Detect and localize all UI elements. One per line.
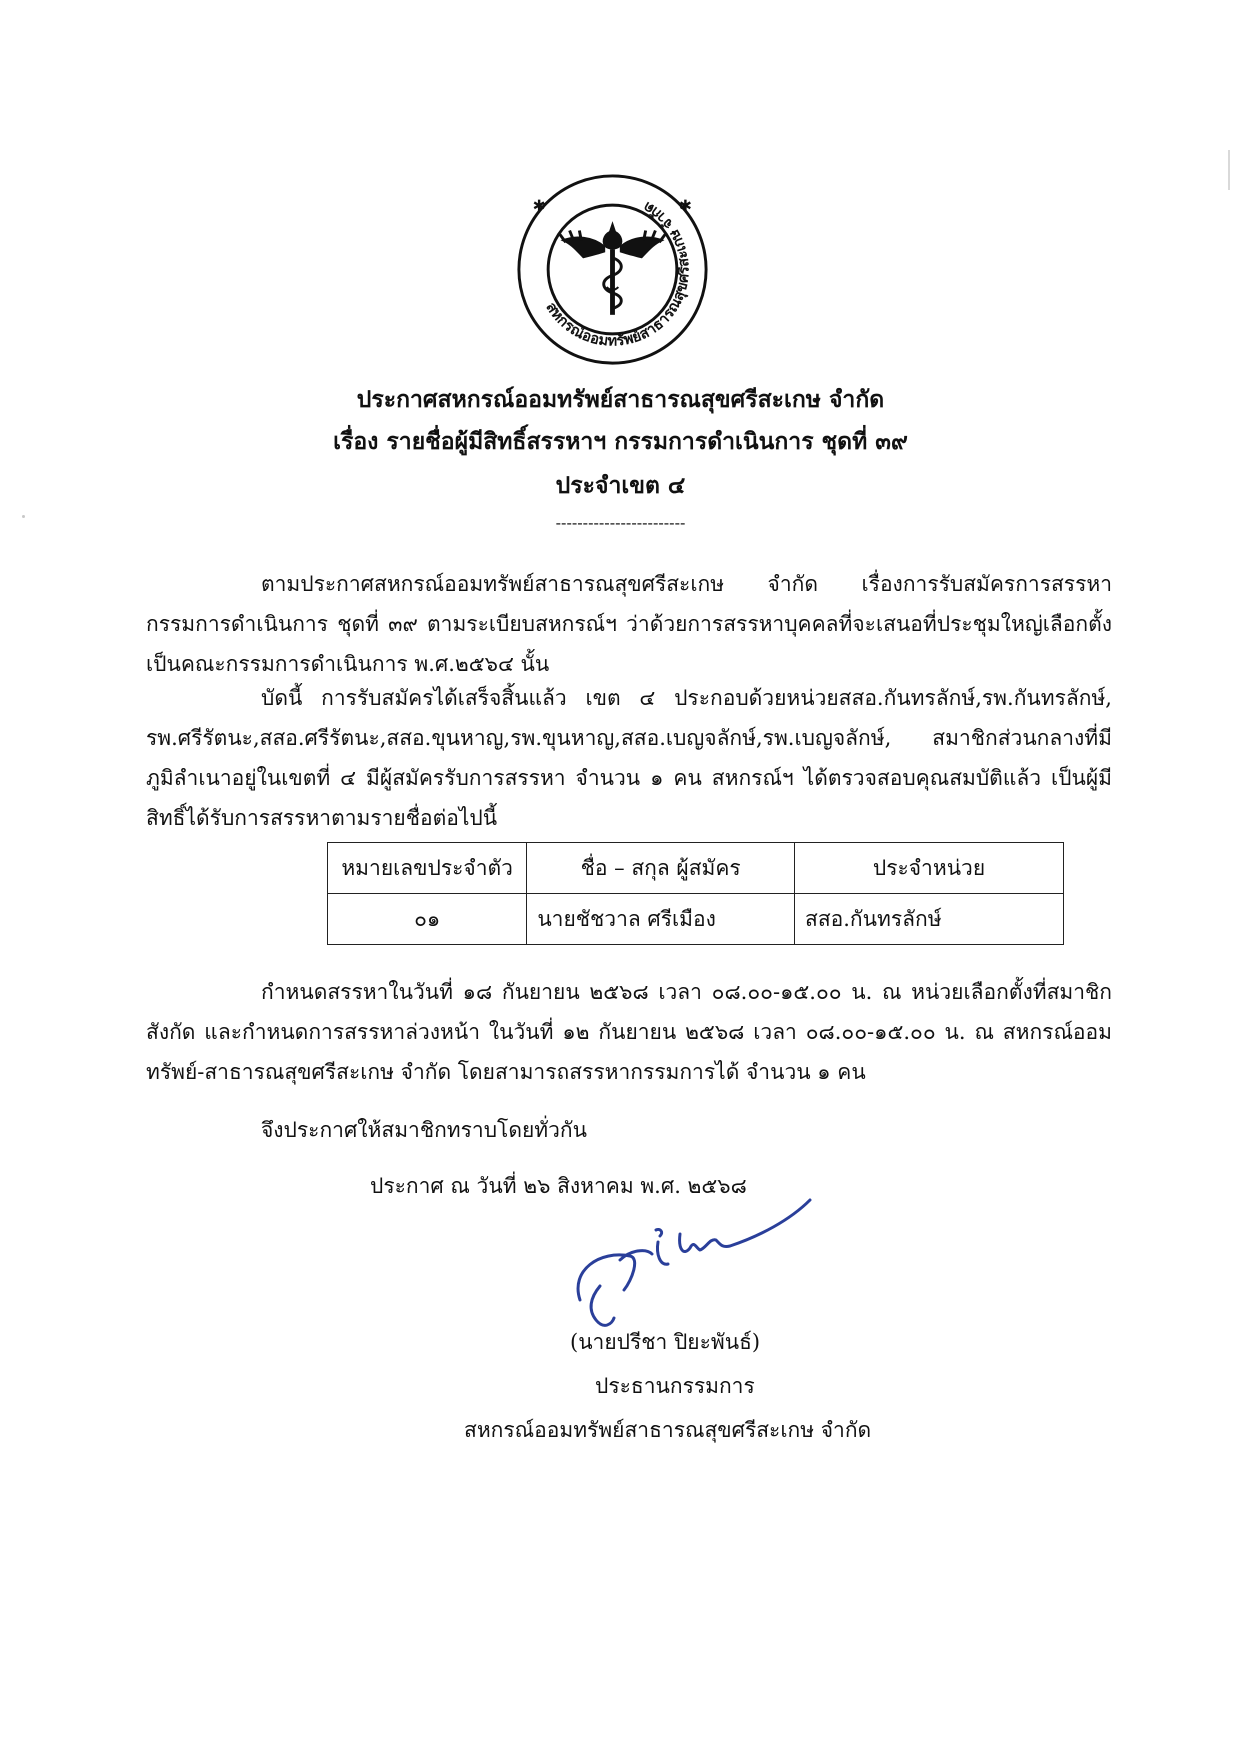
candidate-table (327, 842, 1064, 945)
svg-text:✱: ✱ (678, 197, 692, 215)
signer-title: ประธานกรรมการ (595, 1374, 755, 1398)
announcement-title: ประกาศสหกรณ์ออมทรัพย์สาธารณสุขศรีสะเกษ จำกัด (356, 386, 885, 413)
candidate-name: นายชัชวาล ศรีเมือง (527, 894, 795, 945)
paragraph-schedule-text: กำหนดสรรหาในวันที่ ๑๘ กันยายน ๒๕๖๘ เวลา ๐๘.๐๐-๑๕.๐๐ น. ณ หน่วยเลือกตั้งที่สมาชิกสังกัด และกำหนดการสรรหาล่วงหน้า ในวันที่ ๑๒ กันยายน ๒๕๖๘ เวลา ๐๘.๐๐-๑๕.๐๐ น. ณ สหกรณ์ออมทรัพย์-สาธารณสุขศรีสะเกษ จำกัด โดยสามารถสรรหากรรมการได้ จำนวน ๑ คน (146, 980, 1112, 1084)
signer-organization: สหกรณ์ออมทรัพย์สาธารณสุขศรีสะเกษ จำกัด (464, 1418, 872, 1442)
paragraph-notice-text: จึงประกาศให้สมาชิกทราบโดยทั่วกัน (261, 1118, 587, 1142)
signer-name: (นายปรีชา ปิยะพันธ์) (570, 1330, 761, 1354)
candidate-unit: สสอ.กันทรลักษ์ (795, 894, 1064, 945)
cooperative-seal-logo (515, 172, 710, 367)
handwritten-signature (560, 1190, 820, 1340)
announcement-subject: เรื่อง รายชื่อผู้มีสิทธิ์สรรหาฯ กรรมการดำเนินการ ชุดที่ ๓๙ (333, 428, 908, 455)
paragraph-reference-text: ตามประกาศสหกรณ์ออมทรัพย์สาธารณสุขศรีสะเกษ จำกัด เรื่องการรับสมัครการสรรหากรรมการดำเนินการ ชุดที่ ๓๙ ตามระเบียบสหกรณ์ฯ ว่าด้วยการสรรหาบุคคลที่จะเสนอที่ประชุมใหญ่เลือกตั้งเป็นคณะกรรมการดำเนินการ พ.ศ.๒๕๖๔ นั้น (146, 572, 1112, 676)
column-header-unit: ประจำหน่วย (795, 843, 1064, 894)
table-header-row (328, 843, 1064, 894)
winged-staff-emblem (560, 223, 665, 315)
table-row (328, 894, 1064, 945)
seal-ring-text: สหกรณ์ออมทรัพย์สาธารณสุขศรีสะเกษ จำกัด (542, 198, 693, 350)
svg-text:✱: ✱ (532, 197, 546, 215)
paragraph-schedule (146, 972, 1112, 1092)
heading-separator: ------------------------ (555, 513, 686, 532)
column-header-id: หมายเลขประจำตัว (328, 843, 527, 894)
paragraph-applicants (146, 678, 1112, 838)
paragraph-reference (146, 564, 1112, 684)
scan-margin-mark (1228, 150, 1230, 190)
paragraph-applicants-text: บัดนี้ การรับสมัครได้เสร็จสิ้นแล้ว เขต ๔ ประกอบด้วยหน่วยสสอ.กันทรลักษ์,รพ.กันทรลักษ์, รพ.ศรีรัตนะ,สสอ.ศรีรัตนะ,สสอ.ขุนหาญ,รพ.ขุนหาญ,สสอ.เบญจลักษ์,รพ.เบญจลักษ์, สมาชิกส่วนกลางที่มีภูมิลำเนาอยู่ในเขตที่ ๔ มีผู้สมัครรับการสรรหา จำนวน ๑ คน สหกรณ์ฯ ได้ตรวจสอบคุณสมบัติแล้ว เป็นผู้มีสิทธิ์ได้รับการสรรหาตามรายชื่อต่อไปนี้ (146, 686, 1112, 830)
announcement-zone: ประจำเขต ๔ (555, 472, 686, 499)
column-header-name: ชื่อ – สกุล ผู้สมัคร (527, 843, 795, 894)
candidate-id: ๐๑ (328, 894, 527, 945)
paragraph-notice (146, 1110, 1112, 1150)
announcement-date: ประกาศ ณ วันที่ ๒๖ สิงหาคม พ.ศ. ๒๕๖๘ (370, 1174, 747, 1198)
